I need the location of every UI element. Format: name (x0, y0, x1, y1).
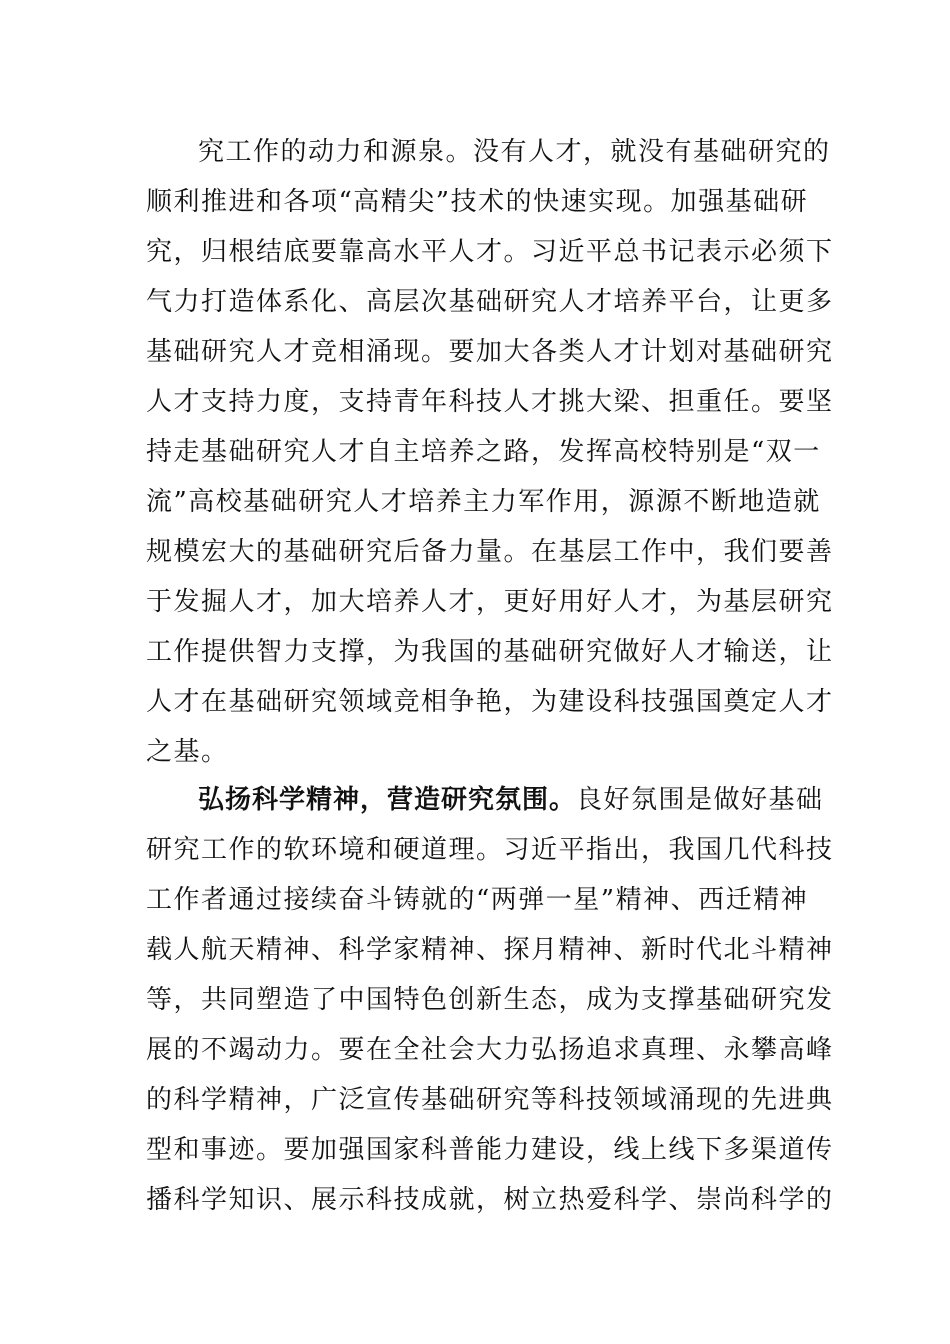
paragraph-line: 人才在基础研究领域竞相争艳，为建设科技强国奠定人才 (146, 687, 834, 717)
paragraph-line: 流”高校基础研究人才培养主力军作用，源源不断地造就 (146, 487, 821, 517)
paragraph-talent (146, 127, 834, 777)
paragraph-spirit (146, 775, 834, 1225)
paragraph-line: 于发掘人才，加大培养人才，更好用好人才，为基层研究 (146, 587, 834, 617)
paragraph-line: 气力打造体系化、高层次基础研究人才培养平台，让更多 (146, 287, 834, 317)
paragraph-line: 工作者通过接续奋斗铸就的“两弹一星”精神、西迁精神 (146, 885, 809, 915)
paragraph-line: 载人航天精神、科学家精神、探月精神、新时代北斗精神 (146, 935, 834, 965)
paragraph-line: 展的不竭动力。要在全社会大力弘扬追求真理、永攀高峰 (146, 1035, 834, 1065)
paragraph-line: 持走基础研究人才自主培养之路，发挥高校特别是“双一 (146, 437, 821, 467)
paragraph-line: 人才支持力度，支持青年科技人才挑大梁、担重任。要坚 (146, 387, 834, 417)
paragraph-line: 究，归根结底要靠高水平人才。习近平总书记表示必须下 (146, 237, 834, 267)
paragraph-line: 播科学知识、展示科技成就，树立热爱科学、崇尚科学的 (146, 1185, 834, 1215)
paragraph-line: 研究工作的软环境和硬道理。习近平指出，我国几代科技 (146, 835, 834, 865)
paragraph-line: 究工作的动力和源泉。没有人才，就没有基础研究的 (198, 137, 831, 167)
paragraph-line: 工作提供智力支撑，为我国的基础研究做好人才输送，让 (146, 637, 834, 667)
paragraph-line: 的科学精神，广泛宣传基础研究等科技领域涌现的先进典 (146, 1085, 834, 1115)
paragraph-line: 基础研究人才竞相涌现。要加大各类人才计划对基础研究 (146, 337, 834, 367)
paragraph-line: 之基。 (146, 737, 229, 767)
paragraph-line: 等，共同塑造了中国特色创新生态，成为支撑基础研究发 (146, 985, 834, 1015)
paragraph-line-rest: 良好氛围是做好基础 (576, 785, 824, 815)
paragraph-line: 顺利推进和各项“高精尖”技术的快速实现。加强基础研 (146, 187, 809, 217)
paragraph-line: 型和事迹。要加强国家科普能力建设，线上线下多渠道传 (146, 1135, 834, 1165)
paragraph-line: 规模宏大的基础研究后备力量。在基层工作中，我们要善 (146, 537, 834, 567)
section-heading: 弘扬科学精神，营造研究氛围。 (198, 785, 577, 815)
paragraph-first-line (146, 775, 824, 825)
